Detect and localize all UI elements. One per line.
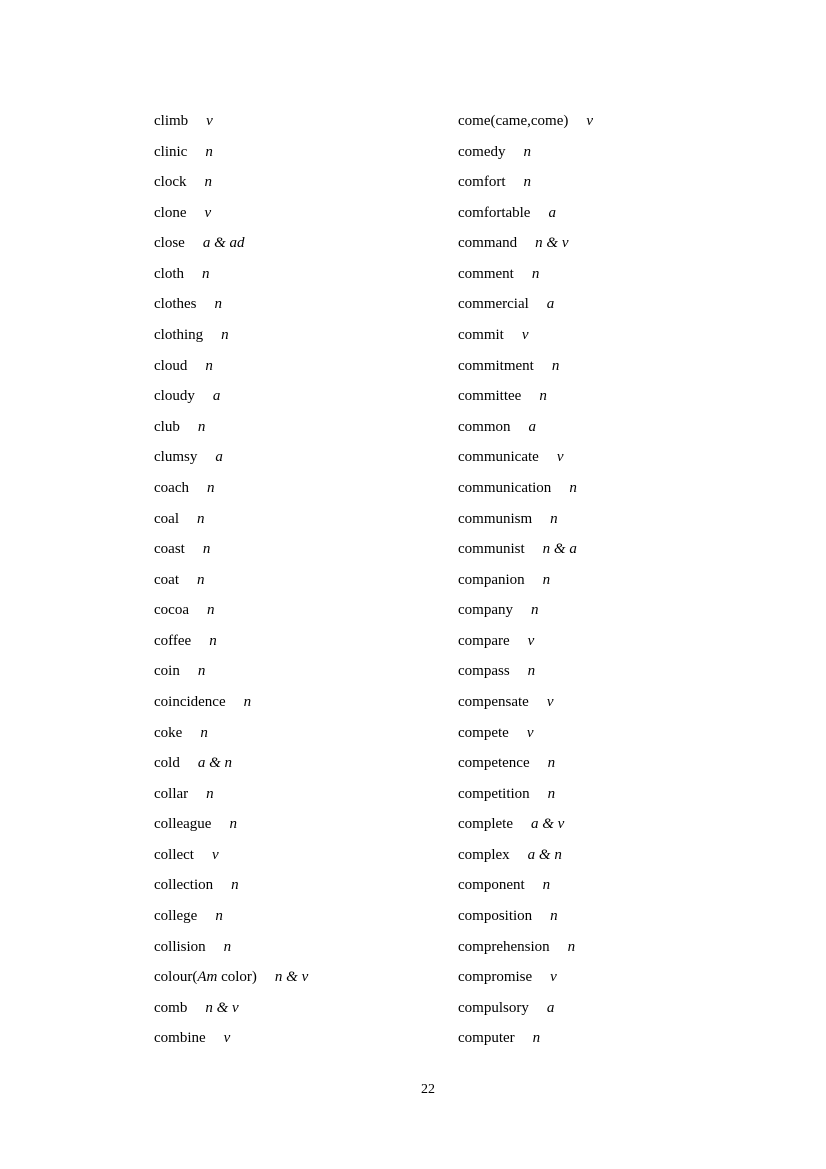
word-list-column-left (154, 106, 454, 1054)
word-text: coffee (154, 632, 192, 649)
word-entry (458, 534, 758, 565)
word-text: coach (154, 479, 189, 496)
pos-tag: n (532, 1030, 541, 1047)
pos-tag: n & a (542, 541, 577, 558)
word-text: clone (154, 204, 187, 221)
word-entry (458, 595, 758, 626)
word-entry (458, 473, 758, 504)
word-entry (154, 1023, 454, 1054)
pos-tag: v (546, 693, 554, 710)
pos-tag: n (215, 908, 223, 925)
word-text: cold (154, 755, 180, 772)
word-text: clinic (154, 143, 188, 160)
pos-tag: n (205, 357, 213, 374)
word-entry (154, 565, 454, 596)
pos-tag: v (556, 449, 564, 466)
pos-tag: n (567, 938, 576, 955)
word-entry (154, 718, 454, 749)
pos-tag: a (546, 999, 555, 1016)
word-entry (458, 320, 758, 351)
pos-tag: n & v (274, 969, 309, 986)
word-entry (458, 1023, 758, 1054)
pos-tag: v (527, 632, 535, 649)
word-entry (458, 626, 758, 657)
word-entry (154, 932, 454, 963)
pos-tag: n (531, 265, 540, 282)
word-text: compare (458, 632, 510, 649)
word-entry (154, 442, 454, 473)
word-entry (458, 167, 758, 198)
word-entry (458, 748, 758, 779)
pos-tag: v (526, 724, 534, 741)
pos-tag: n (202, 541, 211, 558)
pos-tag: n (197, 418, 206, 435)
pos-tag: n (539, 388, 547, 405)
word-entry (458, 106, 758, 137)
pos-tag: a & ad (202, 235, 245, 252)
pos-tag: n (205, 143, 213, 160)
word-text: comb (154, 999, 188, 1016)
pos-tag: n (229, 816, 237, 833)
word-text: commitment (458, 357, 534, 374)
word-text: commercial (458, 296, 529, 313)
word-text: coin (154, 663, 180, 680)
word-text: coat (154, 571, 179, 588)
word-text: composition (458, 908, 533, 925)
pos-tag: n (209, 632, 217, 649)
word-entry (154, 289, 454, 320)
word-text: college (154, 908, 198, 925)
word-text: comfortable (458, 204, 531, 221)
word-text: communicate (458, 449, 539, 466)
pos-tag: n (542, 571, 551, 588)
word-entry (458, 137, 758, 168)
word-entry (458, 228, 758, 259)
word-text: compromise (458, 969, 533, 986)
pos-tag: n & v (535, 235, 569, 252)
word-text: competence (458, 755, 530, 772)
pos-tag: a (548, 204, 556, 221)
word-text: command (458, 235, 518, 252)
word-text: coke (154, 724, 183, 741)
word-entry (154, 901, 454, 932)
word-text: complex (458, 846, 510, 863)
word-entry (154, 656, 454, 687)
word-text: company (458, 602, 513, 619)
word-text: clothes (154, 296, 197, 313)
word-entry (458, 656, 758, 687)
word-entry (154, 259, 454, 290)
pos-tag: n (206, 602, 215, 619)
pos-tag: n (200, 724, 208, 741)
word-text: complete (458, 816, 513, 833)
word-text: compete (458, 724, 509, 741)
word-entry (154, 473, 454, 504)
word-text: cocoa (154, 602, 189, 619)
word-text: common (458, 418, 511, 435)
word-text: competition (458, 785, 530, 802)
word-text: collection (154, 877, 214, 894)
word-entry (458, 840, 758, 871)
word-text: clothing (154, 327, 204, 344)
word-entry (154, 626, 454, 657)
word-entry (154, 106, 454, 137)
word-entry (154, 320, 454, 351)
word-text: cloud (154, 357, 188, 374)
pos-tag: n (551, 357, 560, 374)
pos-tag: n (204, 174, 212, 191)
word-text: close (154, 235, 185, 252)
pos-tag: n (550, 510, 558, 527)
pos-tag: n (197, 663, 206, 680)
word-text: compensate (458, 693, 529, 710)
pos-tag: n (206, 479, 215, 496)
pos-tag: a & n (527, 846, 562, 863)
word-entry (154, 962, 454, 993)
pos-tag: v (211, 846, 219, 863)
word-entry (458, 993, 758, 1024)
pos-tag: v (223, 1030, 231, 1047)
word-text: committee (458, 388, 522, 405)
word-entry (154, 595, 454, 626)
word-text: communist (458, 541, 525, 558)
pos-tag: a (212, 388, 221, 405)
word-entry (458, 198, 758, 229)
pos-tag: a & v (530, 816, 565, 833)
word-entry (458, 504, 758, 535)
word-entry (154, 198, 454, 229)
word-text: coincidence (154, 693, 226, 710)
word-entry (154, 137, 454, 168)
pos-tag: n (527, 663, 536, 680)
word-text: climb (154, 113, 189, 129)
pos-tag: n (530, 602, 539, 619)
word-entry (154, 351, 454, 382)
word-text: clock (154, 174, 187, 191)
pos-tag: n (243, 693, 252, 710)
pos-tag: v (586, 113, 594, 129)
pos-tag: n (221, 327, 229, 344)
word-entry (458, 442, 758, 473)
word-text: coast (154, 541, 185, 558)
pos-tag: a (528, 418, 536, 435)
word-text: comprehension (458, 938, 550, 955)
word-entry (458, 289, 758, 320)
pos-tag: n (547, 755, 556, 772)
pos-tag: v (521, 327, 529, 344)
word-entry (154, 687, 454, 718)
word-entry (458, 381, 758, 412)
pos-tag: n & v (205, 999, 239, 1016)
word-text: comfort (458, 174, 506, 191)
pos-tag: a (215, 449, 223, 466)
word-text: computer (458, 1030, 515, 1047)
word-entry (458, 565, 758, 596)
pos-tag: n (523, 174, 531, 191)
word-text: companion (458, 571, 525, 588)
pos-tag: v (204, 204, 212, 221)
pos-tag: n (569, 479, 577, 496)
word-entry (154, 779, 454, 810)
word-entry (458, 932, 758, 963)
word-entry (154, 534, 454, 565)
word-entry (458, 687, 758, 718)
pos-tag: v (206, 113, 213, 129)
word-text: colour(Am color) (154, 969, 257, 986)
word-text: clumsy (154, 449, 198, 466)
word-entry (154, 748, 454, 779)
word-entry (154, 809, 454, 840)
pos-tag: v (550, 969, 557, 986)
word-entry (154, 993, 454, 1024)
word-entry (154, 504, 454, 535)
word-text: communism (458, 510, 533, 527)
word-text: communication (458, 479, 552, 496)
word-entry (458, 809, 758, 840)
word-text: collect (154, 846, 194, 863)
pos-tag: n (547, 785, 556, 802)
word-entry (458, 962, 758, 993)
word-entry (154, 840, 454, 871)
word-entry (154, 412, 454, 443)
word-text: component (458, 877, 525, 894)
pos-tag: n (231, 877, 239, 894)
word-entry (458, 412, 758, 443)
word-entry (458, 351, 758, 382)
word-text: collar (154, 785, 189, 802)
word-list-column-right (458, 106, 758, 1054)
word-entry (154, 167, 454, 198)
pos-tag: n (196, 571, 205, 588)
word-text: comedy (458, 143, 506, 160)
pos-tag: n (206, 785, 214, 802)
word-text: come(came,come) (458, 113, 569, 129)
pos-tag: n (202, 265, 210, 282)
word-entry (154, 381, 454, 412)
pos-tag: a & n (197, 755, 232, 772)
word-text: combine (154, 1030, 206, 1047)
pos-tag: n (223, 938, 232, 955)
pos-tag: n (523, 143, 531, 160)
word-entry (458, 779, 758, 810)
pos-tag: a (546, 296, 555, 313)
word-entry (458, 901, 758, 932)
word-text: cloudy (154, 388, 195, 405)
pos-tag: n (214, 296, 222, 313)
word-text: comment (458, 265, 514, 282)
word-text: colleague (154, 816, 212, 833)
word-text: compass (458, 663, 510, 680)
page-number: 22 (421, 1082, 435, 1097)
word-text: collision (154, 938, 206, 955)
word-entry (458, 870, 758, 901)
word-entry (458, 718, 758, 749)
word-entry (154, 228, 454, 259)
pos-tag: n (196, 510, 205, 527)
word-text: compulsory (458, 999, 529, 1016)
pos-tag: n (550, 908, 558, 925)
word-text: commit (458, 327, 504, 344)
pos-tag: n (542, 877, 551, 894)
word-text: club (154, 418, 180, 435)
word-entry (154, 870, 454, 901)
word-text: coal (154, 510, 179, 527)
word-entry (458, 259, 758, 290)
word-text: cloth (154, 265, 184, 282)
